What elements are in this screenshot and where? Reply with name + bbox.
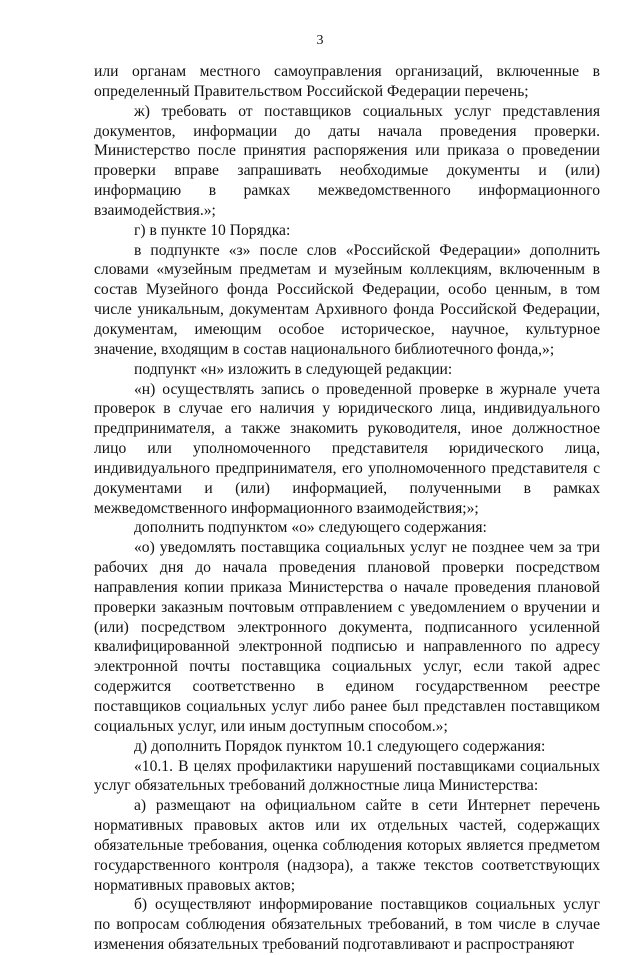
paragraph: «10.1. В целях профилактики нарушений поставщиками социальных услуг обязательных требований должностные лица Министерства: <box>94 757 600 795</box>
paragraph: д) дополнить Порядок пунктом 10.1 следующего содержания: <box>134 737 546 755</box>
paragraph: дополнить подпунктом «о» следующего содержания: <box>134 519 487 537</box>
paragraph: «н) осуществлять запись о проведенной проверке в журнале учета проверок в случае его наличия у юридического лица, индивидуального предпринимателя, а также знакомить руководителя, иное должностное лицо или уполномоченного представителя юридического лица, индивидуального предпринимателя, его уполномоченного представителя с документами и (или) информацией, полученными в рамках межведомственного информационного взаимодействия;»; <box>94 380 600 517</box>
paragraph: а) размещают на официальном сайте в сети Интернет перечень нормативных правовых актов или их отдельных частей, содержащих обязательные требования, оценка соблюдения которых является предметом государственного контроля (надзора), а также текстов соответствующих нормативных правовых актов; <box>94 797 600 894</box>
paragraph: в подпункте «з» после слов «Российской Федерации» дополнить словами «музейным предметам и музейным коллекциям, включенным в состав Музейного фонда Российской Федерации, особо ценным, в том числе уникальным, документам Архивного фонда Российской Федерации, документам, имеющим особое историческое, научное, культурное значение, входящим в состав национального библиотечного фонда,»; <box>94 241 600 358</box>
paragraph: «о) уведомлять поставщика социальных услуг не позднее чем за три рабочих дня до начала проведения плановой проверки посредством направления копии приказа Министерства о начале проведения плановой проверки заказным почтовым отправлением с уведомлением о вручении и (или) посредством электронного документа, подписанного усиленной квалифицированной электронной подписью и направленного по адресу электронной почты поставщика социальных услуг, если такой адрес содержится соответственно в едином государственном реестре поставщиков социальных услуг либо ранее был представлен поставщиком социальных услуг, или иным доступным способом.»; <box>94 539 600 735</box>
document-body <box>94 62 600 955</box>
paragraph: г) в пункте 10 Порядка: <box>134 221 291 239</box>
page-number: 3 <box>316 33 324 48</box>
paragraph: или органам местного самоуправления организаций, включенные в определенный Правительством Российской Федерации перечень; <box>94 63 600 100</box>
paragraph: подпункт «н» изложить в следующей редакции: <box>134 360 453 378</box>
paragraph: б) осуществляют информирование поставщиков социальных услуг по вопросам соблюдения обязательных требований, в том числе в случае изменения обязательных требований подготавливают и распространяют <box>94 896 600 954</box>
paragraph: ж) требовать от поставщиков социальных услуг представления документов, информации до даты начала проведения проверки. Министерство после принятия распоряжения или приказа о проведении проверки вправе запрашивать необходимые документы и (или) информацию в рамках межведомственного информационного взаимодействия.»; <box>94 102 600 219</box>
